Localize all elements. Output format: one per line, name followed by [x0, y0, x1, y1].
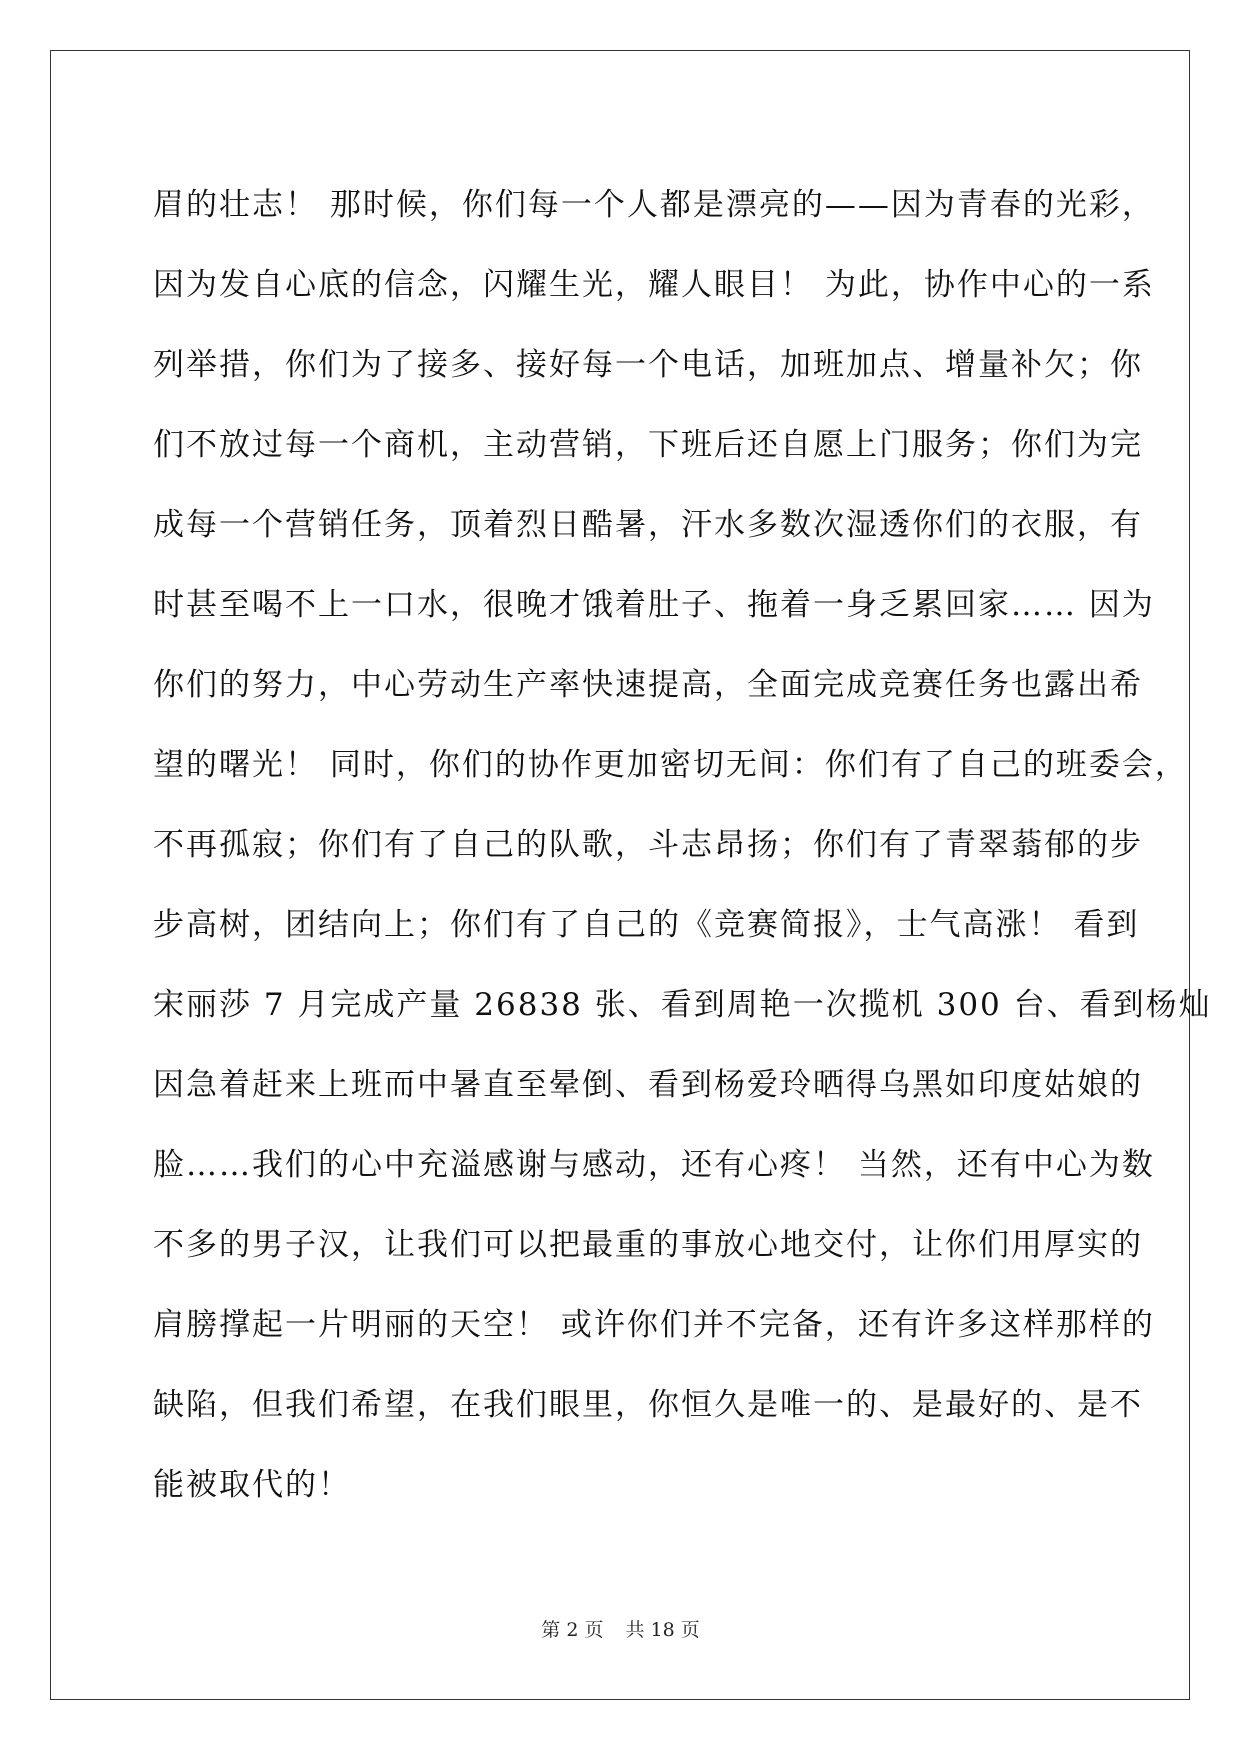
text-line: 不多的男子汉，让我们可以把最重的事放心地交付，让你们用厚实的: [153, 1227, 1143, 1263]
text-line: 们不放过每一个商机，主动营销，下班后还自愿上门服务；你们为完: [153, 427, 1143, 463]
text-line: 望的曙光！ 同时，你们的协作更加密切无间：你们有了自己的班委会，: [153, 747, 1188, 783]
text-line: 肩膀撑起一片明丽的天空！ 或许你们并不完备，还有许多这样那样的: [153, 1307, 1155, 1343]
document-body: [153, 165, 1212, 1525]
page-number: 第 2 页: [541, 1619, 604, 1641]
text-line: 眉的壮志！ 那时候，你们每一个人都是漂亮的——因为青春的光彩，: [153, 187, 1155, 223]
text-line: 列举措，你们为了接多、接好每一个电话，加班加点、增量补欠；你: [153, 347, 1143, 383]
page-footer: [0, 1615, 1241, 1642]
text-line: 步高树，团结向上；你们有了自己的《竞赛简报》，士气高涨！ 看到: [153, 907, 1140, 943]
text-line: 脸……我们的心中充溢感谢与感动，还有心疼！ 当然，还有中心为数: [153, 1147, 1155, 1183]
text-line: 因为发自心底的信念，闪耀生光，耀人眼目！ 为此，协作中心的一系: [153, 267, 1155, 303]
text-line: 能被取代的！: [153, 1467, 351, 1503]
text-line: 不再孤寂；你们有了自己的队歌，斗志昂扬；你们有了青翠蓊郁的步: [153, 827, 1143, 863]
text-line: 缺陷，但我们希望，在我们眼里，你恒久是唯一的、是最好的、是不: [153, 1387, 1143, 1423]
text-line: 你们的努力，中心劳动生产率快速提高，全面完成竞赛任务也露出希: [153, 667, 1143, 703]
text-line: 成每一个营销任务，顶着烈日酷暑，汗水多数次湿透你们的衣服，有: [153, 507, 1143, 543]
text-line: 因急着赶来上班而中暑直至晕倒、看到杨爱玲晒得乌黑如印度姑娘的: [153, 1067, 1143, 1103]
text-line: 时甚至喝不上一口水，很晚才饿着肚子、拖着一身乏累回家…… 因为: [153, 587, 1155, 623]
text-line: 宋丽莎 7 月完成产量 26838 张、看到周艳一次揽机 300 台、看到杨灿: [153, 987, 1212, 1023]
page-total: 共 18 页: [625, 1619, 700, 1641]
